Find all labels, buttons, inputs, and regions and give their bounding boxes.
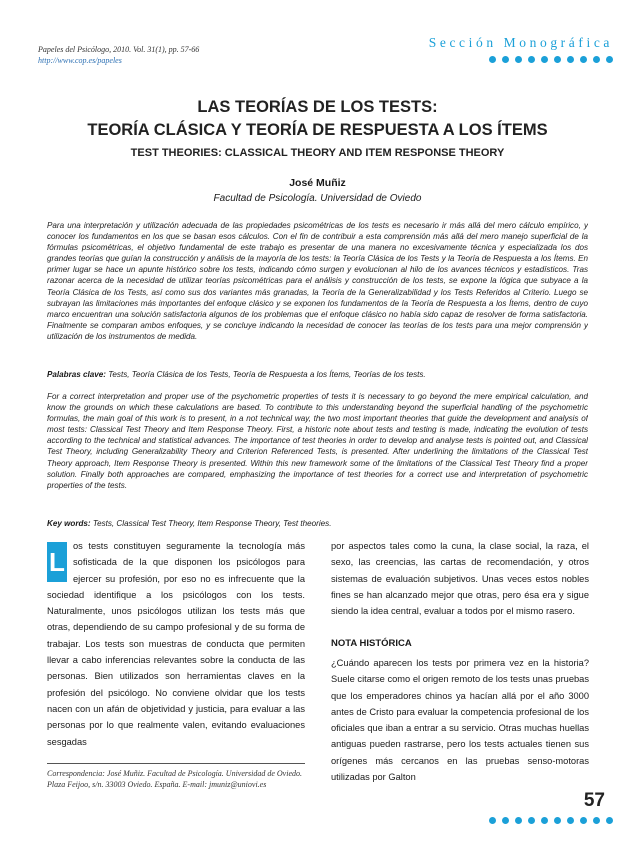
english-title: TEST THEORIES: CLASSICAL THEORY AND ITEM RESPONSE THEORY	[130, 147, 505, 159]
body-left-text: os tests constituyen seguramente la tecnología más sofisticada de la que disponen los psicólogos para ejercer su profesión, por eso no es infrecuente que la sociedad identifique a los psicólogos con los tests. Naturalmente, unos psicólogos utilizan los tests más que otras, dependiendo de su campo profesional y de su forma de trabajar. Los tests son muestras de conducta que permiten llevar a cabo inferencias relevantes sobre la conducta de las personas. Bien utilizados son herramientas claves en la profesión del psicólogo. No conviene olvidar que los tests nacen con un afán de objetividad y justicia, para evaluar a las personas por lo que realmente valen, evitando evaluaciones sesgadas	[47, 541, 305, 747]
section-heading-historical-note: NOTA HISTÓRICA	[331, 638, 412, 649]
body-column-right-intro: por aspectos tales como la cuna, la clase social, la raza, el sexo, las creencias, las cartas de recomendación, y otros sistemas de evaluación subjetivos. Unas veces estos nobles fines se han alcanzado mejor que otras, pero ésa era y sigue siendo la idea central, evaluar a todos por el mismo rasero.	[331, 541, 589, 617]
keywords-english-label: Key words:	[47, 519, 91, 528]
drop-cap: L	[47, 542, 67, 582]
title-line-2: TEORÍA CLÁSICA Y TEORÍA DE RESPUESTA A LOS ÍTEMS	[87, 121, 548, 139]
keywords-english	[47, 518, 588, 529]
author-affiliation: Facultad de Psicología. Universidad de Oviedo	[213, 193, 422, 204]
section-dots-decoration	[489, 56, 613, 63]
keywords-spanish-label: Palabras clave:	[47, 370, 106, 379]
keywords-english-text: Tests, Classical Test Theory, Item Response Theory, Test theories.	[90, 519, 332, 528]
title-line-1: LAS TEORÍAS DE LOS TESTS:	[197, 98, 438, 116]
keywords-spanish-text: Tests, Teoría Clásica de los Tests, Teoría de Respuesta a los Ítems, Teorías de los tests.	[105, 370, 426, 379]
author-name: José Muñiz	[289, 177, 346, 189]
correspondence-footnote: Correspondencia: José Muñiz. Facultad de Psicología. Universidad de Oviedo. Plaza Feijoo, s/n. 33003 Oviedo. España. E-mail: jmuniz@uniovi.es	[47, 769, 302, 789]
body-column-right-history: ¿Cuándo aparecen los tests por primera vez en la historia? Suele citarse como el origen remoto de los tests unas pruebas que los emperadores chinos ya hacían allá por el año 3000 antes de Cristo para evaluar la competencia profesional de los oficiales que iban a entrar a su servicio. Otras muchas huellas antiguas pueden rastrarse, pero los tests actuales tienen sus orígenes más cercanos en las pruebas senso-motoras utilizadas por Galton	[331, 658, 589, 783]
keywords-spanish	[47, 369, 588, 380]
journal-citation	[38, 44, 199, 66]
journal-url[interactable]: http://www.cop.es/papeles	[38, 56, 122, 65]
footer-dots-decoration	[489, 817, 613, 824]
journal-reference: Papeles del Psicólogo, 2010. Vol. 31(1), pp. 57-66	[38, 45, 200, 54]
abstract-english: For a correct interpretation and proper use of the psychometric properties of tests it is necessary to go beyond the mere empirical calculation, and know the grounds on which these calculations are based. To contribute to this understanding beyond the superficial handling of the psychometric formulas, the main goal of this work is to present, in a not technical way, the two most important theories that guide the development and analysis of most tests: Classical Test Theory and Item Response Theory. First, a historic note about tests and testing is made, indicating the evolution of tests according to the technical and statistical advances. The importance of test theories in order to develop and analyse tests is pointed out, and Classical Test Theory, including Generalizability Theory and Criterion Referenced Tests, is presented. After underlining the limitations of the Classical Test Theory approach, Item Response Theory is presented. Within this new framework some of the limitations of the Classical Test Theory find a proper solution. Finally both approaches are compared, emphasizing the importance of test theories for a correct use and interpretation of psychometric properties of the tests.	[47, 392, 588, 490]
body-column-left	[47, 538, 305, 764]
abstract-spanish: Para una interpretación y utilización adecuada de las propiedades psicométricas de los tests es necesario ir más allá del mero cálculo empírico, y conocer los fundamentos en los que se basan esos cálculos. Con el fin de contribuir a esta comprensión más allá del mero manejo superficial de la fórmulas psicométricas, el objetivo fundamental de este trabajo es presentar de una manera no excesivamente técnica y especializada los dos grandes teorías que guían la construcción y análisis de la mayoría de los tests: la Teoría Clásica de los Tests y la Teoría de Respuesta a los Ítems. En primer lugar se hace un apunte histórico sobre los tests, indicando cómo surgen y evolucionan al hilo de los avances técnicos y estadísticos. Tras razonar acerca de la necesidad de utilizar teorías psicométricas para el análisis y construcción de los tests, se expone la lógica que subyace a la Teoría Clásica de los Tests, así como sus dos variantes más granadas, la Teoría de la Generalizabilidad y los Tests Referidos al Criterio. Luego se subrayan las limitaciones más importantes del enfoque clásico y se exponen los fundamentos de la Teoría de Respuesta a los Ítems, dentro de cuyo marco encuentran una solución satisfactoria algunos de los problemas que el enfoque clásico no había sido capaz de resolver de forma satisfactoria. Finalmente se comparan ambos enfoques, y se concluye indicando la necesidad de conocer las teorías de los tests para una mejor comprensión y utilización de los instrumentos de medida.	[47, 221, 588, 341]
page-number: 57	[583, 790, 605, 811]
section-label: Sección Monográfica	[428, 35, 613, 50]
footnote-divider	[47, 763, 305, 764]
